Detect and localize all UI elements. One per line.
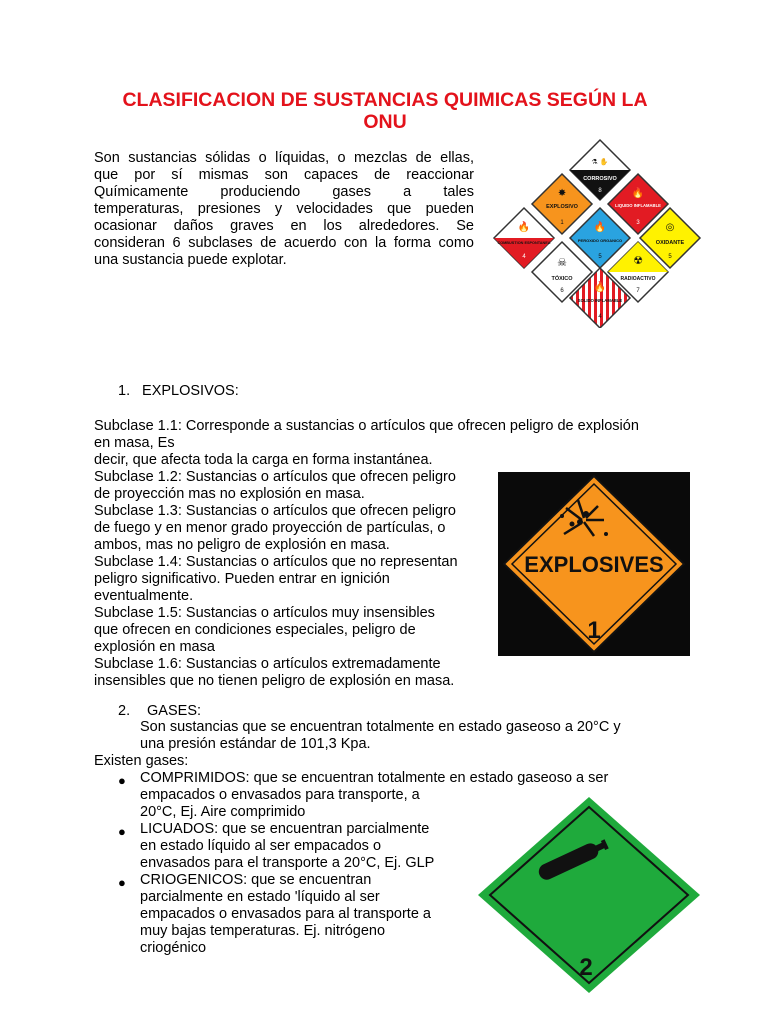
section-2-heading bbox=[118, 703, 201, 720]
oxidizer-number: 5 bbox=[668, 254, 672, 260]
svg-text:✸: ✸ bbox=[557, 188, 567, 199]
section-1-line: decir, que afecta toda la carga en forma instantánea. bbox=[94, 452, 433, 468]
intro-line: Químicamente produciendo gases a tales bbox=[94, 184, 474, 200]
list-item-line: criogénico bbox=[140, 940, 207, 956]
svg-text:🔥: 🔥 bbox=[517, 222, 531, 233]
svg-text:☠: ☠ bbox=[557, 257, 567, 269]
flammable-solid-number: 4 bbox=[598, 314, 602, 320]
list-item-line: muy bajas temperaturas. Ej. nitrógeno bbox=[140, 923, 386, 939]
section-1-line: Subclase 1.1: Corresponde a sustancias o artículos que ofrecen peligro de explosión bbox=[94, 418, 639, 434]
explosive-number: 1 bbox=[560, 220, 564, 226]
svg-text:🔥: 🔥 bbox=[593, 222, 607, 233]
flammable-liquid-number: 3 bbox=[636, 220, 640, 226]
section-2-number: 2. bbox=[118, 703, 131, 719]
explosives-sign-number: 1 bbox=[587, 617, 601, 644]
gas-types-intro-text: Existen gases: bbox=[94, 753, 189, 769]
section-1-line: Subclase 1.6: Sustancias o artículos extremadamente bbox=[94, 656, 441, 672]
section-1-line: que ofrecen en condiciones especiales, peligro de bbox=[94, 622, 416, 638]
flammable-liquid-label: LIQUIDO INFLAMABLE bbox=[615, 203, 661, 208]
intro-paragraph bbox=[94, 150, 474, 269]
section-1-line: de fuego y en menor grado proyección de partículas, o bbox=[94, 520, 446, 536]
toxic-number: 6 bbox=[560, 288, 564, 294]
svg-text:☢: ☢ bbox=[633, 255, 643, 267]
page-title-line-1: CLASIFICACION DE SUSTANCIAS QUIMICAS SEGÚN LA bbox=[122, 89, 648, 111]
svg-text:⚗ ✋: ⚗ ✋ bbox=[591, 159, 609, 166]
list-item-line: envasados para el transporte a 20°C, Ej. GLP bbox=[140, 855, 435, 871]
corrosive-number: 8 bbox=[598, 188, 602, 194]
list-item-line: parcialmente en estado 'líquido al ser bbox=[140, 889, 380, 905]
radioactive-number: 7 bbox=[636, 288, 640, 294]
svg-text:🔥: 🔥 bbox=[593, 282, 607, 293]
section-1-title: EXPLOSIVOS: bbox=[142, 383, 239, 399]
section-2-title: GASES: bbox=[147, 703, 202, 719]
section-1-line: Subclase 1.3: Sustancias o artículos que ofrecen peligro bbox=[94, 503, 456, 519]
svg-text:🔥: 🔥 bbox=[631, 188, 645, 199]
section-1-line: insensibles que no tienen peligro de explosión en masa. bbox=[94, 673, 455, 689]
section-1-line: Subclase 1.2: Sustancias o artículos que ofrecen peligro bbox=[94, 469, 456, 485]
section-1-line: en masa, Es bbox=[94, 435, 175, 451]
section-1-line: ambos, mas no peligro de explosión en masa. bbox=[94, 537, 390, 553]
bullet-icon: ● bbox=[118, 875, 126, 890]
gas-sign-number: 2 bbox=[579, 954, 593, 981]
section-1-line: explosión en masa bbox=[94, 639, 215, 655]
intro-line: una sustancia puede explotar. bbox=[94, 252, 287, 268]
radioactive-label: RADIOACTIVO bbox=[620, 276, 656, 282]
explosives-sign-label: EXPLOSIVES bbox=[524, 552, 664, 577]
intro-line: Son sustancias sólidas o líquidas, o mezclas de ellas, bbox=[94, 150, 474, 166]
section-1-line: Subclase 1.4: Sustancias o artículos que no representan bbox=[94, 554, 458, 570]
section-2-desc-line: Son sustancias que se encuentran totalmente en estado gaseoso a 20°C y bbox=[140, 719, 621, 735]
section-1-line: eventualmente. bbox=[94, 588, 194, 604]
list-item-line: empacados o envasados para transporte, a bbox=[140, 787, 420, 803]
list-item-line: LICUADOS: que se encuentran parcialmente bbox=[140, 821, 430, 837]
intro-line: consideran 6 subclases de acuerdo con la forma como bbox=[94, 235, 474, 251]
list-item-line: en estado líquido al ser empacados o bbox=[140, 838, 382, 854]
bullet-icon: ● bbox=[118, 773, 126, 788]
section-2-description bbox=[140, 719, 621, 753]
gas-types-intro bbox=[94, 753, 188, 770]
list-item-line: 20°C, Ej. Aire comprimido bbox=[140, 804, 306, 820]
list-item-line: empacados o envasados para al transporte a bbox=[140, 906, 431, 922]
explosives-sign-graphic bbox=[498, 472, 690, 656]
toxic-label: TÓXICO bbox=[551, 276, 573, 282]
intro-line: ocasionar daños graves en los alrededores. Se bbox=[94, 218, 474, 234]
section-2-desc-line: una presión estándar de 101,3 Kpa. bbox=[140, 736, 371, 752]
page-title-line-2: ONU bbox=[363, 111, 407, 133]
corrosive-label: CORROSIVO bbox=[583, 176, 617, 182]
explosive-label: EXPLOSIVO bbox=[546, 204, 578, 210]
svg-text:◎: ◎ bbox=[665, 222, 675, 233]
page-title bbox=[70, 89, 700, 133]
list-item-line: COMPRIMIDOS: que se encuentran totalmente en estado gaseoso a ser bbox=[140, 770, 609, 786]
section-1-heading bbox=[118, 383, 239, 400]
oxidizer-label: OXIDANTE bbox=[655, 240, 685, 246]
gas-sign-image bbox=[474, 795, 704, 995]
section-1-line: de proyección mas no explosión en masa. bbox=[94, 486, 365, 502]
gas-sign-graphic bbox=[474, 795, 704, 995]
organic-peroxide-label: PEROXIDO ORGANICO bbox=[577, 238, 623, 243]
spontaneous-combustion-label: COMBUSTION ESPONTANEA bbox=[497, 241, 551, 245]
bullet-icon: ● bbox=[118, 824, 126, 839]
flammable-solid-label: SOLIDO INFLAMABLE bbox=[577, 298, 623, 303]
intro-line: que por sí mismas son capaces de reaccionar bbox=[94, 167, 474, 183]
section-1-line: peligro significativo. Pueden entrar en ignición bbox=[94, 571, 390, 587]
explosives-sign-image bbox=[498, 472, 690, 656]
hazard-placards-image bbox=[492, 138, 702, 328]
intro-line: temperaturas, presiones y velocidades que pueden bbox=[94, 201, 474, 217]
list-item-line: CRIOGENICOS: que se encuentran bbox=[140, 872, 372, 888]
organic-peroxide-number: 5 bbox=[598, 254, 602, 260]
hazard-placards-graphic bbox=[492, 138, 702, 328]
section-1-line: Subclase 1.5: Sustancias o artículos muy insensibles bbox=[94, 605, 435, 621]
spontaneous-combustion-number: 4 bbox=[522, 254, 526, 260]
section-1-number: 1. bbox=[118, 383, 131, 399]
